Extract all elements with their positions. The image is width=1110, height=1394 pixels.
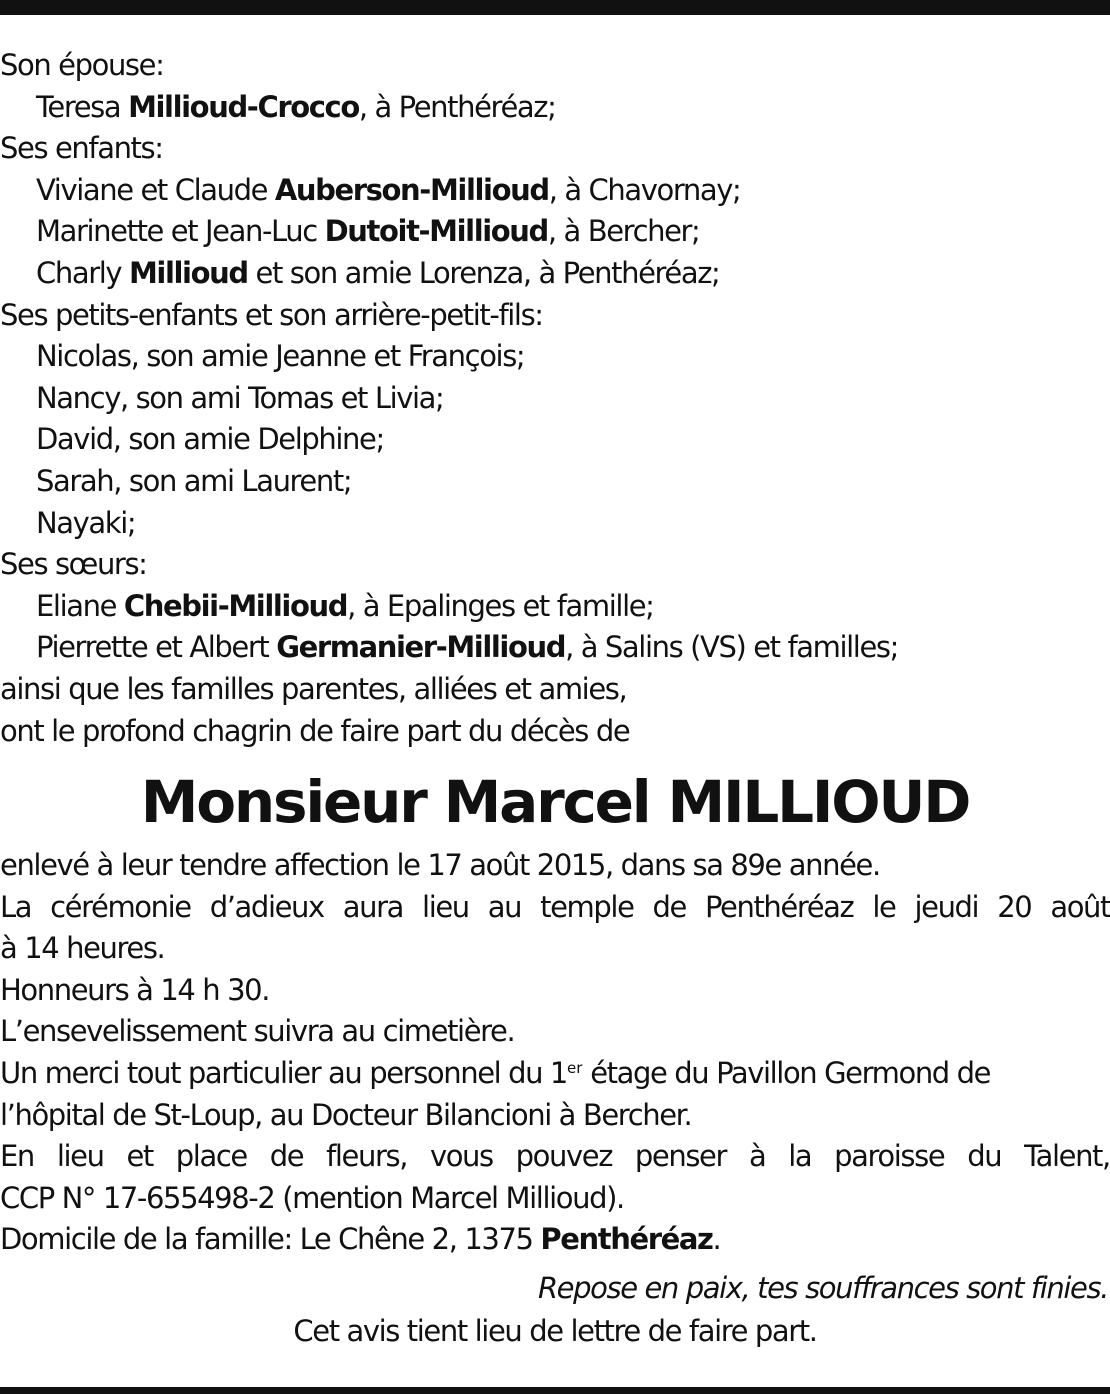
- grandchildren-heading: Ses petits-enfants et son arrière-petit-fils:: [0, 297, 543, 332]
- sister-line: Pierrette et Albert Germanier-Millioud, à Salins (VS) et familles;: [36, 630, 898, 665]
- closing-note: Cet avis tient lieu de lettre de faire part.: [293, 1314, 817, 1348]
- intro-line: ainsi que les familles parentes, alliées et amies,: [0, 671, 627, 706]
- ccp-line: CCP N° 17-655498-2 (mention Marcel Millioud).: [0, 1180, 624, 1215]
- burial-line: L’ensevelissement suivra au cimetière.: [0, 1014, 515, 1049]
- child-line: Viviane et Claude Auberson-Millioud, à Chavornay;: [36, 172, 741, 207]
- ceremony-time-line: à 14 heures.: [0, 931, 165, 966]
- intro-line: ont le profond chagrin de faire part du décès de: [0, 713, 630, 748]
- sister-line: Eliane Chebii-Millioud, à Epalinges et famille;: [36, 588, 654, 623]
- child-line: Charly Millioud et son amie Lorenza, à Penthéréaz;: [36, 255, 720, 290]
- thanks-line-end: l’hôpital de St-Loup, au Docteur Bilancioni à Bercher.: [0, 1097, 692, 1132]
- deceased-name: Monsieur Marcel MILLIOUD: [140, 768, 970, 836]
- children-heading: Ses enfants:: [0, 131, 163, 166]
- honours-line: Honneurs à 14 h 30.: [0, 972, 270, 1007]
- grandchild-line: Nancy, son ami Tomas et Livia;: [36, 380, 444, 415]
- announcement-details: [0, 845, 1110, 1261]
- grandchild-line: Sarah, son ami Laurent;: [36, 463, 352, 498]
- address-line: Domicile de la famille: Le Chêne 2, 1375 Penthéréaz.: [0, 1222, 721, 1257]
- flowers-line: En lieu et place de fleurs, vous pouvez penser à la paroisse du Talent,: [0, 1139, 1110, 1174]
- sisters-heading: Ses sœurs:: [0, 547, 147, 582]
- ceremony-line: La cérémonie d’adieux aura lieu au temple de Penthéréaz le jeudi 20 août: [0, 889, 1110, 924]
- child-line: Marinette et Jean-Luc Dutoit-Millioud, à Bercher;: [36, 214, 700, 249]
- grandchild-line: Nayaki;: [36, 505, 136, 540]
- spouse-heading: Son épouse:: [0, 48, 164, 82]
- top-rule: [0, 0, 1110, 15]
- family-list: [0, 45, 1110, 752]
- death-date-line: enlevé à leur tendre affection le 17 août 2015, dans sa 89e année.: [0, 848, 880, 882]
- bottom-rule: [0, 1387, 1110, 1394]
- thanks-line: Un merci tout particulier au personnel du 1er étage du Pavillon Germond de: [0, 1055, 991, 1090]
- spouse-line: Teresa Millioud-Crocco, à Penthéréaz;: [36, 89, 556, 124]
- epigraph: Repose en paix, tes souffrances sont finies.: [537, 1271, 1108, 1305]
- grandchild-line: Nicolas, son amie Jeanne et François;: [36, 339, 525, 374]
- grandchild-line: David, son amie Delphine;: [36, 422, 384, 457]
